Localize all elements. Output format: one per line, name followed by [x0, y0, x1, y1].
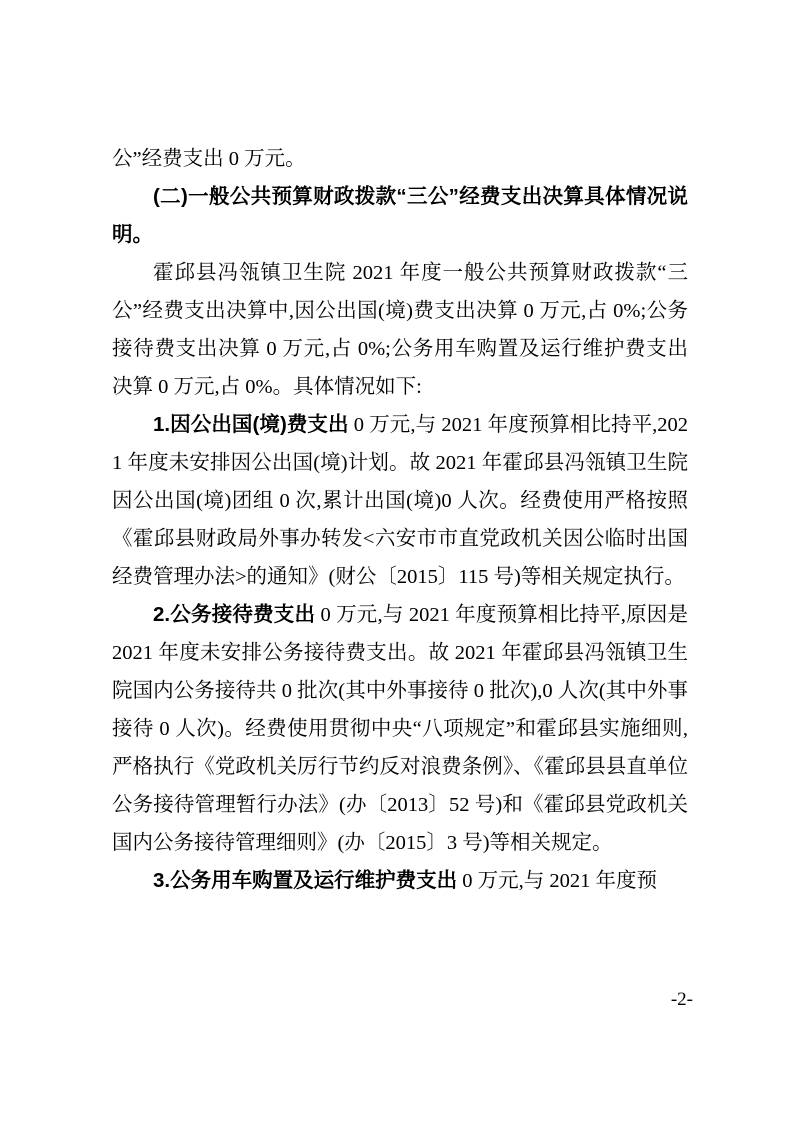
text-run-bold: (二)一般公共预算财政拨款“三公”经费支出决算具体情况说明。 [112, 185, 688, 246]
paragraph [112, 178, 688, 254]
paragraph [112, 406, 688, 596]
paragraph [112, 596, 688, 862]
text-run: 0 万元,与 2021 年度预 [457, 870, 657, 892]
paragraph [112, 254, 688, 406]
text-run: 公”经费支出 0 万元。 [112, 148, 306, 170]
page-number: -2- [670, 989, 693, 1010]
text-run: 0 万元,与 2021 年度预算相比持平,原因是 2021 年度未安排公务接待费支出。故 2021 年霍邱县冯瓴镇卫生院国内公务接待共 0 批次(其中外事接待 0 批次),0 人次(其中外事接待 0 人次)。经费使用贯彻中央“八项规定”和霍邱县实施细则,严格执行《党政机关厉行节约反对浪费条例》、《霍邱县县直单位公务接待管理暂行办法》(办〔2013〕52 号)和《霍邱县党政机关国内公务接待管理细则》(办〔2015〕3 号)等相关规定。 [112, 604, 688, 854]
text-run: 0 万元,与 2021 年度预算相比持平,2021 年度未安排因公出国(境)计划。故 2021 年霍邱县冯瓴镇卫生院因公出国(境)团组 0 次,累计出国(境)0 人次。经费使用严格按照《霍邱县财政局外事办转发<六安市市直党政机关因公临时出国经费管理办法>的通知》(财公〔2015〕115 号)等相关规定执行。 [112, 414, 689, 588]
paragraph [112, 862, 688, 900]
text-run-bold: 2.公务接待费支出 [153, 603, 316, 626]
page-footer [671, 988, 693, 1012]
text-run-bold: 3.公务用车购置及运行维护费支出 [153, 869, 458, 892]
paragraph [112, 140, 688, 178]
document-body [112, 140, 688, 900]
text-run: 霍邱县冯瓴镇卫生院 2021 年度一般公共预算财政拨款“三公”经费支出决算中,因公出国(境)费支出决算 0 万元,占 0%;公务接待费支出决算 0 万元,占 0%;公务用车购置及运行维护费支出决算 0 万元,占 0%。具体情况如下: [112, 262, 688, 398]
text-run-bold: 1.因公出国(境)费支出 [153, 413, 349, 436]
